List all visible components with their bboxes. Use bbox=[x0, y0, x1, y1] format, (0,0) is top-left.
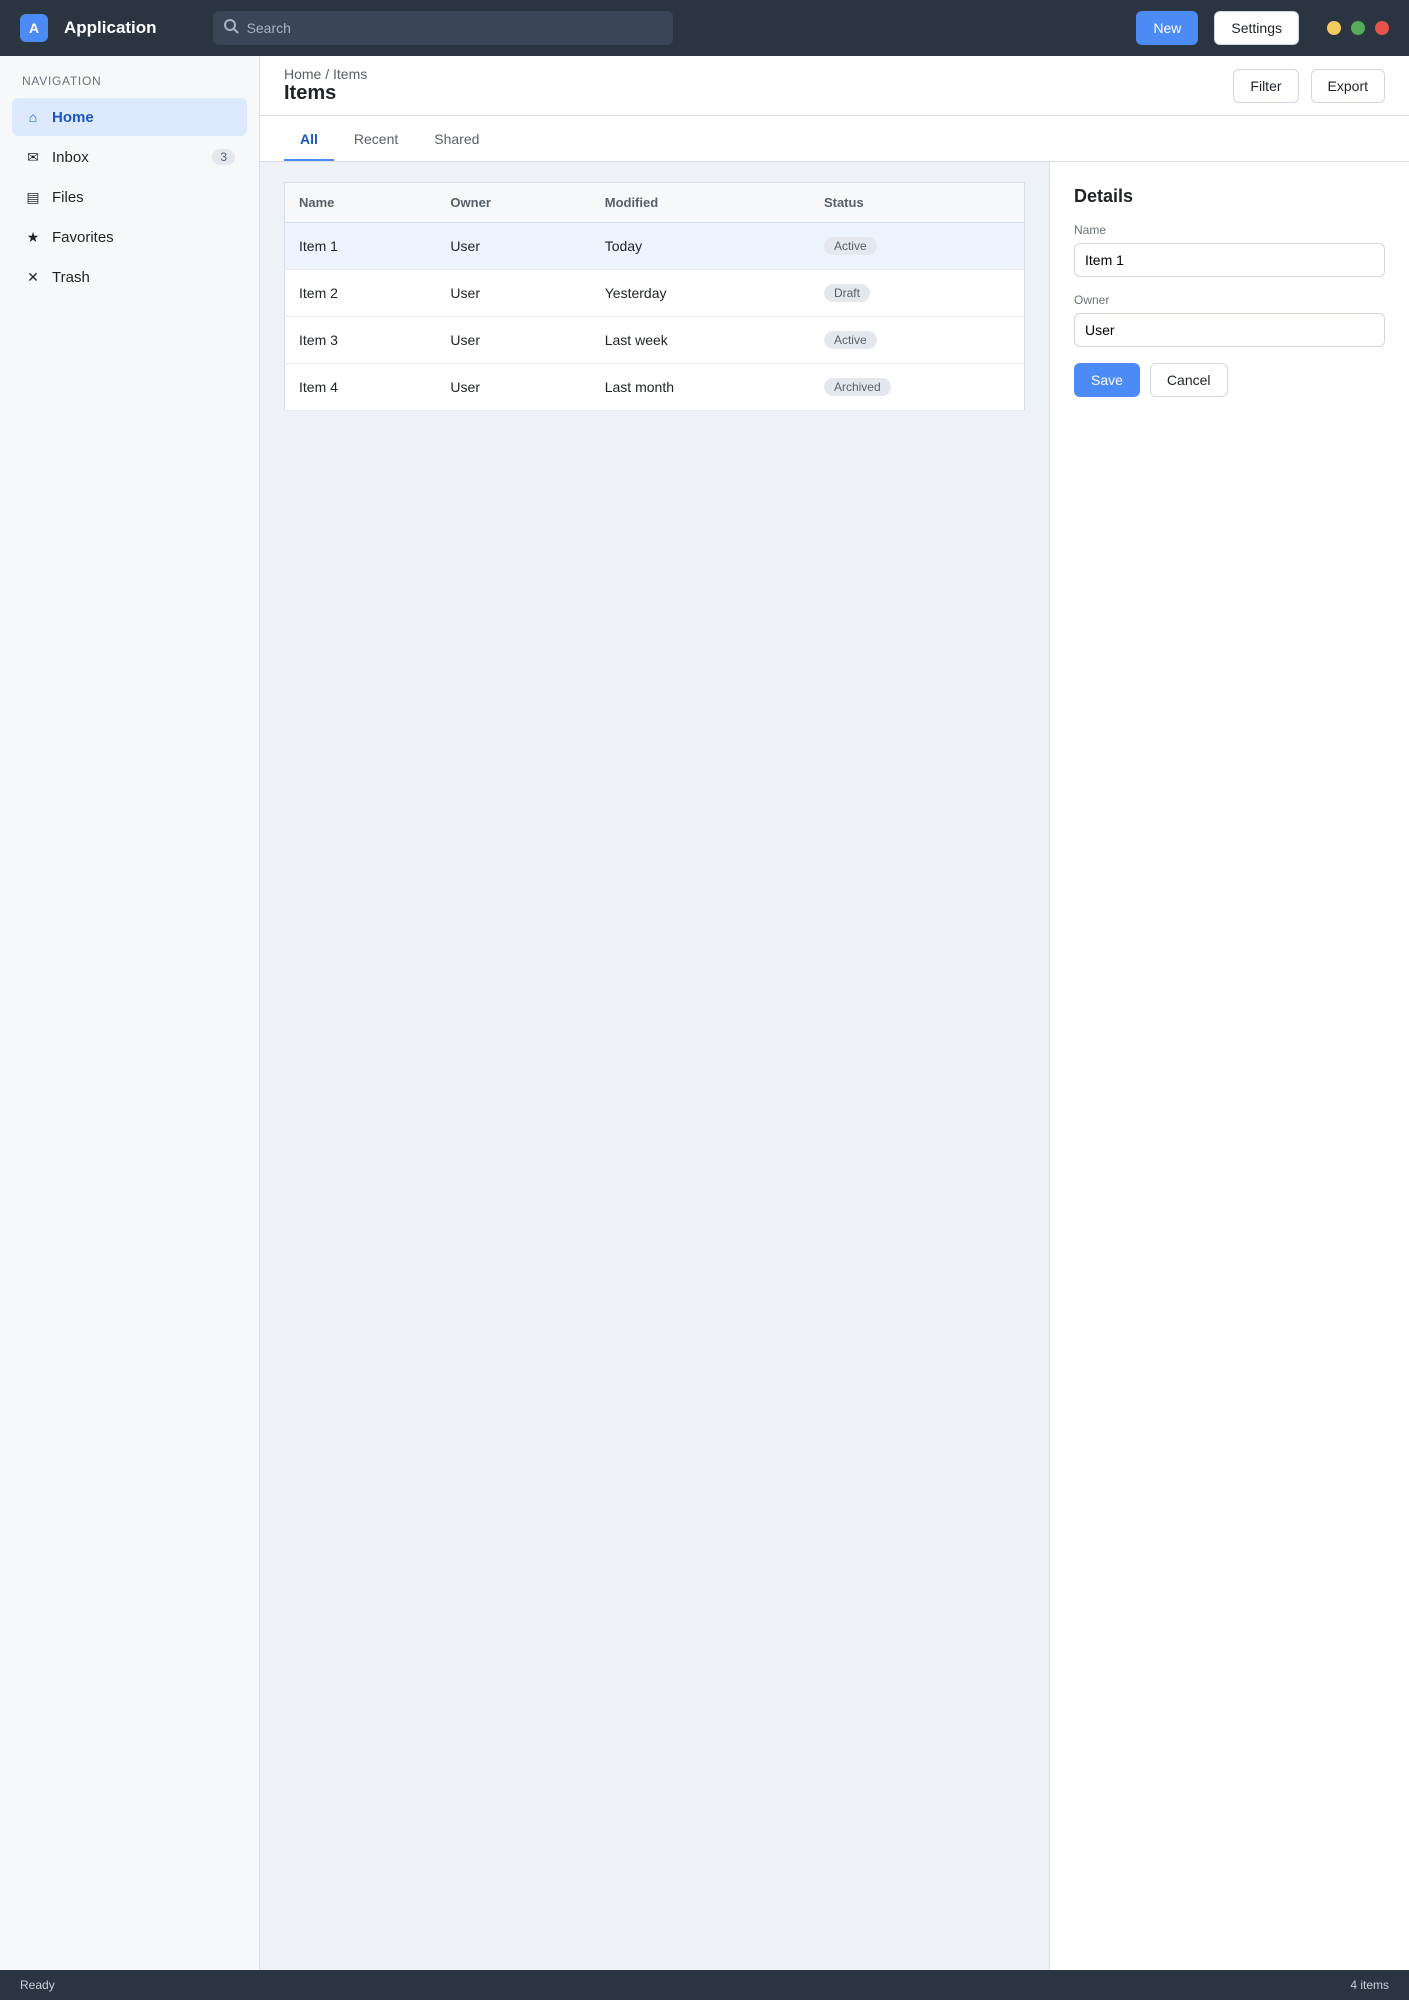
list-pane bbox=[260, 162, 1049, 1970]
owner-field[interactable] bbox=[1074, 313, 1385, 347]
status-badge: Active bbox=[824, 237, 877, 255]
details-title: Details bbox=[1074, 186, 1134, 206]
owner-field-group bbox=[1074, 293, 1385, 347]
sidebar-item-trash[interactable] bbox=[12, 258, 247, 296]
sidebar-item-count-badge: 3 bbox=[212, 149, 235, 165]
sidebar-nav bbox=[12, 98, 247, 296]
name-field[interactable] bbox=[1074, 243, 1385, 277]
sidebar bbox=[0, 56, 260, 1970]
column-header[interactable]: Owner bbox=[436, 183, 590, 223]
filter-button[interactable]: Filter bbox=[1233, 69, 1298, 103]
sidebar-item-label: Inbox bbox=[52, 148, 89, 166]
table-row[interactable] bbox=[285, 317, 1025, 364]
window-controls bbox=[1327, 21, 1389, 35]
toolbar bbox=[260, 56, 1409, 116]
items-table bbox=[284, 182, 1025, 411]
minimize-button[interactable] bbox=[1327, 21, 1341, 35]
header-text bbox=[284, 66, 367, 105]
main-area bbox=[0, 56, 1409, 1970]
sidebar-item-inbox[interactable] bbox=[12, 138, 247, 176]
app-logo-icon: A bbox=[20, 14, 48, 42]
sidebar-item-label: Home bbox=[52, 108, 94, 126]
table-cell-name: Item 3 bbox=[285, 317, 437, 364]
item-count: 4 items bbox=[1350, 1978, 1389, 1992]
table-row[interactable] bbox=[285, 223, 1025, 270]
sidebar-item-label: Files bbox=[52, 188, 84, 206]
maximize-button[interactable] bbox=[1351, 21, 1365, 35]
column-header[interactable]: Modified bbox=[591, 183, 810, 223]
inbox-icon: ✉ bbox=[27, 148, 39, 165]
sidebar-item-label: Trash bbox=[52, 268, 90, 286]
tab-recent[interactable]: Recent bbox=[353, 131, 399, 147]
folder-icon: ▤ bbox=[26, 188, 40, 205]
column-header[interactable]: Status bbox=[810, 183, 1025, 223]
table-cell-modified: Yesterday bbox=[591, 270, 810, 317]
table-cell-status bbox=[810, 223, 1025, 270]
sidebar-item-favorites[interactable] bbox=[12, 218, 247, 256]
table-cell-status bbox=[810, 364, 1025, 411]
sidebar-item-home[interactable] bbox=[12, 98, 247, 136]
export-button[interactable]: Export bbox=[1311, 69, 1385, 103]
status-text: Ready bbox=[20, 1978, 55, 1992]
search-input[interactable] bbox=[247, 20, 663, 36]
table-cell-status bbox=[810, 317, 1025, 364]
table-cell-modified: Last month bbox=[591, 364, 810, 411]
table-row[interactable] bbox=[285, 364, 1025, 411]
app-title: Application bbox=[64, 18, 157, 37]
table-cell-owner: User bbox=[436, 223, 590, 270]
table-body bbox=[285, 223, 1025, 411]
table-cell-name: Item 1 bbox=[285, 223, 437, 270]
settings-button[interactable]: Settings bbox=[1214, 11, 1299, 45]
table-row[interactable] bbox=[285, 270, 1025, 317]
status-badge: Draft bbox=[824, 284, 870, 302]
table-cell-name: Item 2 bbox=[285, 270, 437, 317]
sidebar-item-label: Favorites bbox=[52, 228, 114, 246]
table-cell-owner: User bbox=[436, 270, 590, 317]
tab-bar bbox=[260, 116, 1409, 162]
title-bar bbox=[0, 0, 1409, 56]
save-button[interactable]: Save bbox=[1074, 363, 1140, 397]
sidebar-heading: NAVIGATION bbox=[22, 74, 102, 88]
status-badge: Archived bbox=[824, 378, 891, 396]
table-header-row bbox=[285, 183, 1025, 223]
search-box[interactable] bbox=[213, 11, 673, 45]
table-cell-owner: User bbox=[436, 364, 590, 411]
name-field-group bbox=[1074, 223, 1385, 277]
tab-all[interactable]: All bbox=[284, 119, 334, 161]
owner-field-label: Owner bbox=[1074, 293, 1110, 307]
content-body bbox=[260, 162, 1409, 1970]
tab-shared[interactable]: Shared bbox=[434, 131, 480, 147]
table-cell-modified: Today bbox=[591, 223, 810, 270]
content-area bbox=[260, 56, 1409, 1970]
table-cell-status bbox=[810, 270, 1025, 317]
breadcrumb[interactable]: Home / Items bbox=[284, 66, 368, 82]
trash-icon: ✕ bbox=[27, 268, 39, 285]
table-cell-modified: Last week bbox=[591, 317, 810, 364]
table-cell-owner: User bbox=[436, 317, 590, 364]
status-badge: Active bbox=[824, 331, 877, 349]
new-button[interactable]: New bbox=[1136, 11, 1198, 45]
table-cell-name: Item 4 bbox=[285, 364, 437, 411]
name-field-label: Name bbox=[1074, 223, 1107, 237]
cancel-button[interactable]: Cancel bbox=[1150, 363, 1228, 397]
page-title: Items bbox=[284, 82, 337, 104]
status-bar bbox=[0, 1970, 1409, 2000]
column-header[interactable]: Name bbox=[285, 183, 437, 223]
home-icon: ⌂ bbox=[28, 109, 38, 125]
close-button[interactable] bbox=[1375, 21, 1389, 35]
search-icon bbox=[223, 18, 239, 38]
star-icon: ★ bbox=[26, 228, 40, 245]
details-panel bbox=[1049, 162, 1409, 1970]
details-actions bbox=[1074, 363, 1385, 397]
sidebar-item-files[interactable] bbox=[12, 178, 247, 216]
